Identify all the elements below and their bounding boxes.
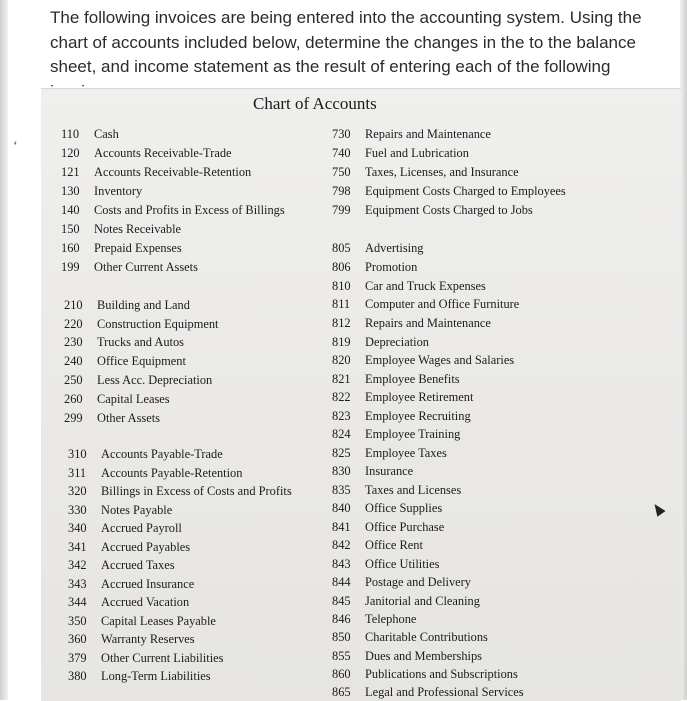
account-name: Employee Training	[365, 427, 461, 441]
account-number: 350	[68, 614, 87, 628]
account-number: 830	[332, 464, 351, 478]
account-name: Telephone	[365, 612, 417, 626]
account-name: Accrued Taxes	[101, 558, 175, 572]
account-name: Office Rent	[365, 538, 423, 552]
account-name: Office Supplies	[365, 501, 443, 515]
account-number: 798	[332, 184, 351, 198]
account-name: Employee Taxes	[365, 446, 447, 460]
account-name: Other Current Liabilities	[101, 651, 224, 665]
account-row-730	[332, 127, 491, 142]
account-number: 846	[332, 612, 351, 626]
account-row-340	[68, 521, 182, 536]
account-number: 343	[68, 577, 87, 591]
account-number: 845	[332, 594, 351, 608]
account-name: Depreciation	[365, 335, 429, 349]
account-name: Office Equipment	[97, 354, 186, 368]
left-page-edge	[0, 0, 8, 700]
tick-mark: ‘	[13, 139, 18, 154]
account-row-812	[332, 316, 491, 331]
account-row-360	[68, 632, 195, 647]
account-number: 199	[61, 260, 80, 274]
account-number: 121	[61, 165, 80, 179]
account-row-865	[332, 685, 524, 700]
account-name: Notes Payable	[101, 503, 173, 517]
question-text: The following invoices are being entered into the accounting system. Using the chart of accounts included below, determine the changes in the to the balance sheet, and income statement as the result of entering each of the following	[50, 8, 642, 76]
account-row-350	[68, 614, 216, 629]
account-name: Warranty Reserves	[101, 632, 195, 646]
account-row-299	[64, 411, 160, 426]
account-name: Equipment Costs Charged to Employees	[365, 184, 566, 198]
account-number: 850	[332, 630, 351, 644]
account-number: 260	[64, 392, 83, 406]
account-number: 823	[332, 409, 351, 423]
account-row-380	[68, 669, 211, 684]
account-row-830	[332, 464, 413, 479]
account-name: Employee Retirement	[365, 390, 474, 404]
account-row-846	[332, 612, 416, 627]
account-row-806	[332, 260, 417, 275]
account-number: 299	[64, 411, 83, 425]
account-name: Office Purchase	[365, 520, 445, 534]
account-number: 855	[332, 649, 351, 663]
account-number: 835	[332, 483, 351, 497]
account-row-311	[68, 466, 242, 481]
account-name: Charitable Contributions	[365, 630, 488, 644]
account-number: 840	[332, 501, 351, 515]
account-name: Building and Land	[97, 298, 190, 312]
account-row-342	[68, 558, 175, 573]
account-row-819	[332, 335, 429, 350]
account-name: Equipment Costs Charged to Jobs	[365, 203, 533, 217]
account-number: 240	[64, 354, 83, 368]
account-name: Costs and Profits in Excess of Billings	[94, 203, 285, 217]
account-number: 819	[332, 335, 351, 349]
account-row-845	[332, 594, 480, 609]
account-row-220	[64, 317, 219, 332]
account-row-121	[61, 165, 251, 180]
account-number: 811	[332, 297, 351, 311]
account-row-841	[332, 520, 444, 535]
account-number: 344	[68, 595, 87, 609]
account-number: 812	[332, 316, 351, 330]
account-number: 110	[61, 127, 80, 141]
account-name: Promotion	[365, 260, 418, 274]
account-name: Office Utilities	[365, 557, 440, 571]
account-row-821	[332, 372, 460, 387]
account-name: Employee Wages and Salaries	[365, 353, 515, 367]
account-name: Employee Recruiting	[365, 409, 471, 423]
account-name: Taxes, Licenses, and Insurance	[365, 165, 519, 179]
account-number: 799	[332, 203, 351, 217]
account-number: 311	[68, 466, 87, 480]
account-number: 842	[332, 538, 351, 552]
account-number: 379	[68, 651, 87, 665]
account-name: Cash	[94, 127, 119, 141]
account-number: 220	[64, 317, 83, 331]
right-page-edge	[680, 0, 687, 700]
account-name: Accounts Receivable-Retention	[94, 165, 252, 179]
account-row-810	[332, 279, 486, 294]
account-number: 750	[332, 165, 351, 179]
account-number: 810	[332, 279, 351, 293]
account-row-343	[68, 577, 194, 592]
account-name: Computer and Office Furniture	[365, 297, 520, 311]
account-row-825	[332, 446, 447, 461]
account-name: Capital Leases	[97, 392, 170, 406]
account-number: 843	[332, 557, 351, 571]
account-row-199	[61, 260, 198, 275]
account-name: Repairs and Maintenance	[365, 127, 491, 141]
account-number: 342	[68, 558, 87, 572]
account-number: 825	[332, 446, 351, 460]
account-name: Notes Receivable	[94, 222, 182, 236]
account-number: 865	[332, 685, 351, 699]
account-row-110	[61, 127, 119, 142]
account-number: 844	[332, 575, 351, 589]
chart-of-accounts-image	[41, 88, 681, 701]
account-name: Repairs and Maintenance	[365, 316, 491, 330]
account-name: Accrued Insurance	[101, 577, 195, 591]
account-name: Billings in Excess of Costs and Profits	[101, 484, 292, 498]
account-number: 150	[61, 222, 80, 236]
account-number: 310	[68, 447, 87, 461]
account-name: Janitorial and Cleaning	[365, 594, 480, 608]
account-name: Capital Leases Payable	[101, 614, 216, 628]
account-row-344	[68, 595, 189, 610]
account-row-240	[64, 354, 186, 369]
account-name: Construction Equipment	[97, 317, 219, 331]
account-name: Accounts Payable-Retention	[101, 466, 243, 480]
account-name: Long-Term Liabilities	[101, 669, 211, 683]
account-row-840	[332, 501, 442, 516]
account-number: 160	[61, 241, 80, 255]
account-row-824	[332, 427, 460, 442]
account-row-210	[64, 298, 190, 313]
account-row-160	[61, 241, 182, 256]
account-number: 320	[68, 484, 87, 498]
account-name: Publications and Subscriptions	[365, 667, 518, 681]
account-row-843	[332, 557, 439, 572]
account-number: 250	[64, 373, 83, 387]
account-row-822	[332, 390, 473, 405]
account-number: 820	[332, 353, 351, 367]
account-row-120	[61, 146, 232, 161]
account-row-140	[61, 203, 285, 218]
account-name: Accrued Payroll	[101, 521, 182, 535]
account-name: Dues and Memberships	[365, 649, 483, 663]
account-row-835	[332, 483, 461, 498]
account-number: 805	[332, 241, 351, 255]
account-row-820	[332, 353, 514, 368]
account-name: Insurance	[365, 464, 414, 478]
account-row-379	[68, 651, 224, 666]
account-number: 360	[68, 632, 87, 646]
account-row-850	[332, 630, 488, 645]
account-row-330	[68, 503, 172, 518]
account-row-842	[332, 538, 423, 553]
account-number: 230	[64, 335, 83, 349]
account-number: 740	[332, 146, 351, 160]
account-row-805	[332, 241, 424, 256]
account-name: Other Current Assets	[94, 260, 198, 274]
account-row-811	[332, 297, 519, 312]
account-number: 730	[332, 127, 351, 141]
account-number: 341	[68, 540, 87, 554]
account-row-250	[64, 373, 212, 388]
account-name: Accounts Receivable-Trade	[94, 146, 232, 160]
account-row-130	[61, 184, 142, 199]
account-number: 824	[332, 427, 351, 441]
account-name: Fuel and Lubrication	[365, 146, 469, 160]
account-number: 120	[61, 146, 80, 160]
account-number: 330	[68, 503, 87, 517]
account-number: 806	[332, 260, 351, 274]
account-name: Car and Truck Expenses	[365, 279, 486, 293]
account-number: 841	[332, 520, 351, 534]
account-number: 130	[61, 184, 80, 198]
account-row-150	[61, 222, 181, 237]
account-number: 821	[332, 372, 351, 386]
account-row-230	[64, 335, 184, 350]
account-row-823	[332, 409, 471, 424]
account-name: Advertising	[365, 241, 424, 255]
account-row-860	[332, 667, 518, 682]
account-name: Inventory	[94, 184, 143, 198]
account-name: Accounts Payable-Trade	[101, 447, 223, 461]
account-number: 210	[64, 298, 83, 312]
account-number: 860	[332, 667, 351, 681]
account-name: Accrued Vacation	[101, 595, 190, 609]
account-row-855	[332, 649, 482, 664]
account-name: Taxes and Licenses	[365, 483, 462, 497]
account-row-799	[332, 203, 533, 218]
chart-title: Chart of Accounts	[253, 94, 377, 113]
account-row-740	[332, 146, 469, 161]
account-name: Legal and Professional Services	[365, 685, 524, 699]
account-name: Less Acc. Depreciation	[97, 373, 213, 387]
account-name: Trucks and Autos	[97, 335, 184, 349]
account-name: Other Assets	[97, 411, 160, 425]
account-row-310	[68, 447, 223, 462]
account-number: 380	[68, 669, 87, 683]
account-number: 340	[68, 521, 87, 535]
account-name: Prepaid Expenses	[94, 241, 182, 255]
account-row-341	[68, 540, 190, 555]
account-name: Postage and Delivery	[365, 575, 471, 589]
account-name: Accrued Payables	[101, 540, 191, 554]
account-row-320	[68, 484, 292, 499]
account-number: 822	[332, 390, 351, 404]
account-row-844	[332, 575, 471, 590]
account-name: Employee Benefits	[365, 372, 460, 386]
account-number: 140	[61, 203, 80, 217]
account-row-798	[332, 184, 566, 199]
account-row-750	[332, 165, 519, 180]
account-row-260	[64, 392, 170, 407]
